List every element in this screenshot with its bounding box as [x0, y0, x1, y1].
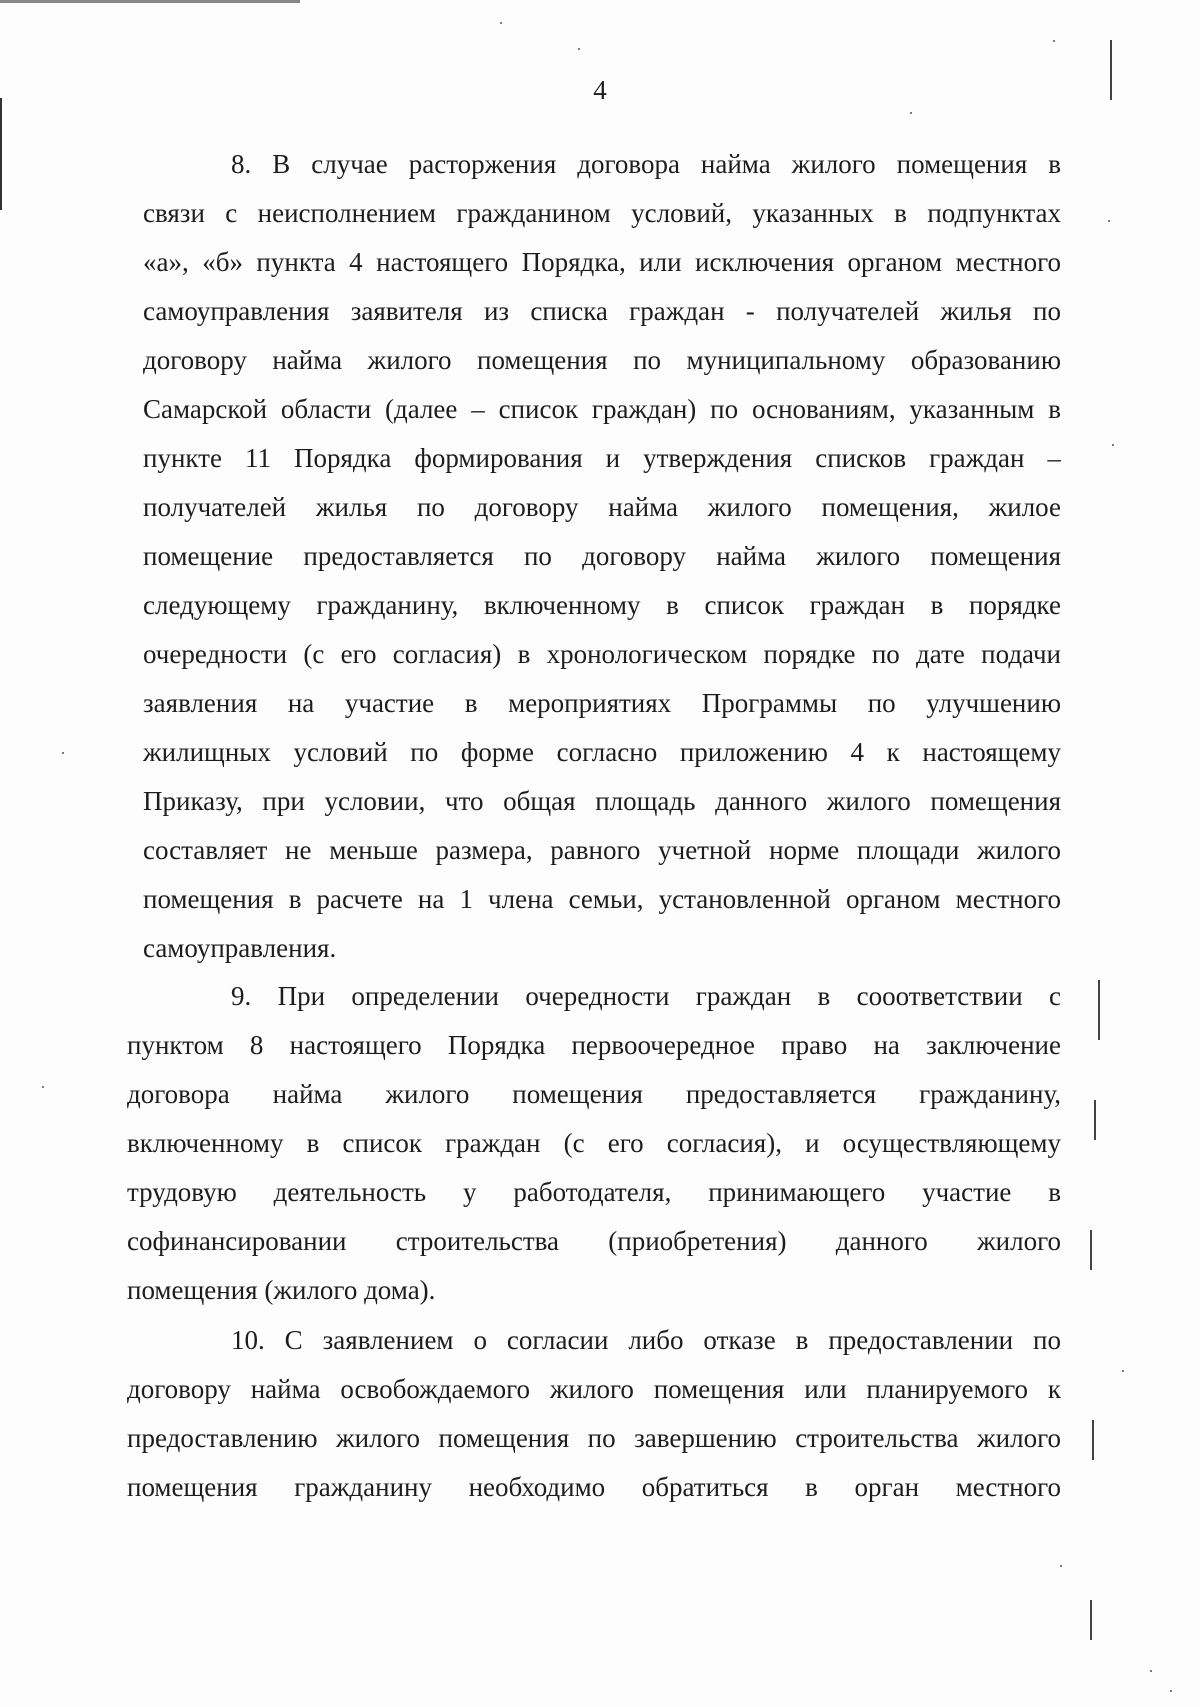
- text-line: жилищных условий по форме согласно приложению 4 к настоящему: [143, 737, 1061, 767]
- paragraph-8: [143, 140, 1061, 973]
- text-line: помещения (жилого дома).: [127, 1275, 436, 1305]
- text-line: помещение предоставляется по договору найма жилого помещения: [143, 541, 1061, 571]
- text-line: помещения в расчете на 1 члена семьи, установленной органом местного: [143, 884, 1061, 914]
- text-line: Самарской области (далее – список граждан) по основаниям, указанным в: [143, 394, 1061, 424]
- scan-dot: [42, 1086, 44, 1088]
- paragraph-9: [127, 972, 1061, 1315]
- text-line: очередности (с его согласия) в хронологическом порядке по дате подачи: [143, 639, 1061, 669]
- text-line: софинансировании строительства (приобретения) данного жилого: [127, 1226, 1061, 1256]
- scan-dot: [500, 22, 502, 24]
- page-number: 4: [593, 75, 607, 105]
- text-line: включенному в список граждан (с его согласия), и осуществляющему: [127, 1128, 1061, 1158]
- scan-edge-mark: [0, 98, 2, 210]
- text-line: заявления на участие в мероприятиях Программы по улучшению: [143, 688, 1061, 718]
- scan-right-rule: [1094, 1100, 1096, 1140]
- scan-dot: [1053, 40, 1055, 42]
- text-line: составляет не меньше размера, равного учетной норме площади жилого: [143, 835, 1061, 865]
- text-line: получателей жилья по договору найма жилого помещения, жилое: [143, 492, 1061, 522]
- text-line: Приказу, при условии, что общая площадь данного жилого помещения: [143, 786, 1061, 816]
- scan-dot: [1108, 220, 1110, 222]
- scan-right-rule: [1098, 980, 1100, 1040]
- text-line: пунктом 8 настоящего Порядка первоочередное право на заключение: [127, 1030, 1061, 1060]
- scan-top-mark: [0, 0, 300, 3]
- text-line: договору найма жилого помещения по муниципальному образованию: [143, 345, 1061, 375]
- paragraph-10: [127, 1316, 1061, 1512]
- text-line: трудовую деятельность у работодателя, принимающего участие в: [127, 1177, 1061, 1207]
- scan-dot: [1112, 444, 1114, 446]
- text-line: следующему гражданину, включенному в список граждан в порядке: [143, 590, 1061, 620]
- scan-dot: [1150, 1670, 1152, 1672]
- scan-dot: [62, 752, 64, 754]
- text-line: пункте 11 Порядка формирования и утверждения списков граждан –: [143, 443, 1061, 473]
- text-line: «а», «б» пункта 4 настоящего Порядка, или исключения органом местного: [143, 247, 1061, 277]
- scan-dot: [1122, 1370, 1124, 1372]
- text-line: договора найма жилого помещения предоставляется гражданину,: [127, 1079, 1061, 1109]
- scan-dot: [1060, 1565, 1062, 1567]
- text-line: самоуправления заявителя из списка граждан - получателей жилья по: [143, 296, 1061, 326]
- text-line: связи с неисполнением гражданином условий, указанных в подпунктах: [143, 198, 1061, 228]
- text-line: 10. С заявлением о согласии либо отказе в предоставлении по: [231, 1325, 1061, 1355]
- text-line: договору найма освобождаемого жилого помещения или планируемого к: [127, 1374, 1061, 1404]
- scan-right-rule: [1090, 1600, 1092, 1640]
- text-line: предоставлению жилого помещения по завершению строительства жилого: [127, 1423, 1061, 1453]
- scan-dot: [1170, 1690, 1172, 1692]
- text-line: самоуправления.: [143, 933, 337, 963]
- text-line: помещения гражданину необходимо обратиться в орган местного: [127, 1472, 1061, 1502]
- scan-right-rule: [1092, 1420, 1094, 1460]
- text-line: 8. В случае расторжения договора найма жилого помещения в: [231, 149, 1061, 179]
- text-line: 9. При определении очередности граждан в сооответствии с: [231, 981, 1061, 1011]
- scan-right-rule: [1090, 1230, 1092, 1270]
- scan-dot: [578, 48, 580, 50]
- scan-dot: [910, 112, 912, 114]
